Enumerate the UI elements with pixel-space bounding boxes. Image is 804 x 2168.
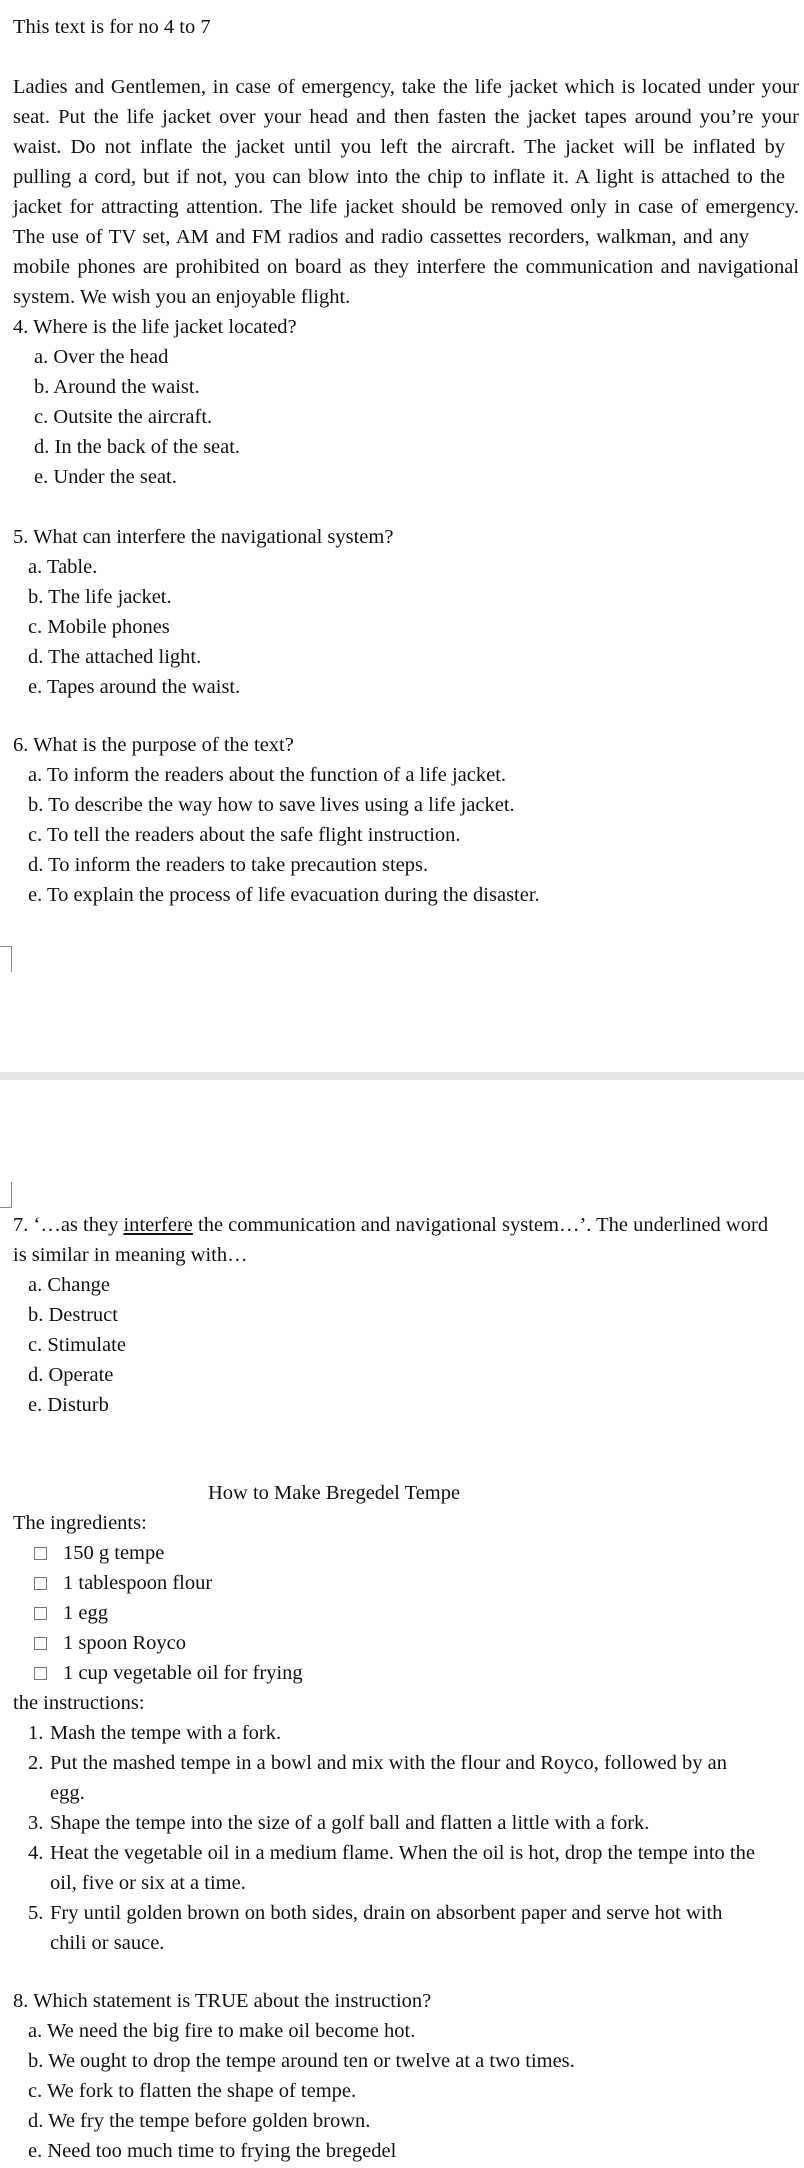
- q6-option-a: a. To inform the readers about the function of a life jacket.: [28, 764, 507, 786]
- recipe-title: How to Make Bregedel Tempe: [208, 1482, 461, 1504]
- q5-option-b: b. The life jacket.: [28, 586, 172, 608]
- q8-option-d: d. We fry the tempe before golden brown.: [28, 2110, 371, 2132]
- q7-option-e: e. Disturb: [28, 1394, 109, 1416]
- q5-option-d: d. The attached light.: [28, 646, 202, 668]
- step-text: Shape the tempe into the size of a golf ball and flatten a little with a fork.: [50, 1812, 650, 1834]
- q7-underlined-word: interfere: [123, 1214, 193, 1236]
- q7-option-d: d. Operate: [28, 1364, 114, 1386]
- step-text: Heat the vegetable oil in a medium flame. When the oil is hot, drop the tempe into the: [50, 1842, 755, 1864]
- q8-option-e: e. Need too much time to frying the bregedel: [28, 2140, 397, 2162]
- question-5: 5. What can interfere the navigational system?: [13, 526, 394, 548]
- q4-option-e: e. Under the seat.: [34, 466, 177, 488]
- step-number: 1.: [28, 1722, 44, 1744]
- step-text: Fry until golden brown on both sides, drain on absorbent paper and serve hot with: [50, 1902, 723, 1924]
- checkbox-icon: [34, 1637, 47, 1650]
- step-text: egg.: [50, 1782, 85, 1804]
- passage-line: waist. Do not inflate the jacket until you left the aircraft. The jacket will be inflated by: [13, 136, 785, 158]
- passage-line: pulling a cord, but if not, you can blow into the chip to inflate it. A light is attached to the: [13, 166, 785, 188]
- ingredient-item: 1 egg: [34, 1598, 108, 1628]
- q4-option-c: c. Outsite the aircraft.: [34, 406, 213, 428]
- q8-option-a: a. We need the big fire to make oil become hot.: [28, 2020, 416, 2042]
- passage-line: Ladies and Gentlemen, in case of emergency, take the life jacket which is located under your: [13, 76, 799, 98]
- q8-option-c: c. We fork to flatten the shape of tempe.: [28, 2080, 357, 2102]
- passage-line: The use of TV set, AM and FM radios and radio cassettes recorders, walkman, and any: [13, 226, 749, 248]
- ingredient-item: 150 g tempe: [34, 1538, 164, 1568]
- checkbox-icon: [34, 1577, 47, 1590]
- step-text: oil, five or six at a time.: [50, 1872, 246, 1894]
- question-4: 4. Where is the life jacket located?: [13, 316, 297, 338]
- passage-line: jacket for attracting attention. The life jacket should be removed only in case of emergency.: [13, 196, 799, 218]
- step-number: 5.: [28, 1902, 44, 1924]
- step-text: Mash the tempe with a fork.: [50, 1722, 282, 1744]
- q7-text-after: the communication and navigational system…’. The underlined word: [192, 1214, 769, 1236]
- passage-line: system. We wish you an enjoyable flight.: [13, 286, 351, 308]
- q4-option-d: d. In the back of the seat.: [34, 436, 241, 458]
- q5-option-e: e. Tapes around the waist.: [28, 676, 241, 698]
- checkbox-icon: [34, 1547, 47, 1560]
- question-7-line-2: is similar in meaning with…: [13, 1244, 248, 1266]
- q8-option-b: b. We ought to drop the tempe around ten or twelve at a two times.: [28, 2050, 575, 2072]
- q7-option-a: a. Change: [28, 1274, 110, 1296]
- step-text: Put the mashed tempe in a bowl and mix with the flour and Royco, followed by an: [50, 1752, 727, 1774]
- ingredient-item: 1 tablespoon flour: [34, 1568, 212, 1598]
- question-8: 8. Which statement is TRUE about the instruction?: [13, 1990, 432, 2012]
- q5-option-c: c. Mobile phones: [28, 616, 170, 638]
- passage-heading: This text is for no 4 to 7: [13, 16, 211, 38]
- step-number: 3.: [28, 1812, 44, 1834]
- q7-option-c: c. Stimulate: [28, 1334, 126, 1356]
- step-number: 4.: [28, 1842, 44, 1864]
- q5-option-a: a. Table.: [28, 556, 98, 578]
- page-margin-mark: [0, 946, 12, 972]
- ingredients-label: The ingredients:: [13, 1512, 147, 1534]
- step-text: chili or sauce.: [50, 1932, 165, 1954]
- question-6: 6. What is the purpose of the text?: [13, 734, 294, 756]
- q4-option-b: b. Around the waist.: [34, 376, 200, 398]
- step-number: 2.: [28, 1752, 44, 1774]
- instructions-label: the instructions:: [13, 1692, 145, 1714]
- q6-option-b: b. To describe the way how to save lives using a life jacket.: [28, 794, 515, 816]
- q6-option-e: e. To explain the process of life evacuation during the disaster.: [28, 884, 540, 906]
- q7-option-b: b. Destruct: [28, 1304, 118, 1326]
- ingredient-item: 1 cup vegetable oil for frying: [34, 1658, 303, 1688]
- page-gap: [0, 1072, 804, 1080]
- q4-option-a: a. Over the head: [34, 346, 169, 368]
- passage-line: seat. Put the life jacket over your head and then fasten the jacket tapes around you’re your: [13, 106, 799, 128]
- checkbox-icon: [34, 1667, 47, 1680]
- page-margin-mark: [0, 1182, 12, 1208]
- q6-option-d: d. To inform the readers to take precaution steps.: [28, 854, 429, 876]
- ingredient-item: 1 spoon Royco: [34, 1628, 186, 1658]
- checkbox-icon: [34, 1607, 47, 1620]
- passage-line: mobile phones are prohibited on board as they interfere the communication and navigational: [13, 256, 799, 278]
- q6-option-c: c. To tell the readers about the safe flight instruction.: [28, 824, 461, 846]
- q7-text-before: 7. ‘…as they: [13, 1214, 124, 1236]
- question-7: [13, 1210, 768, 1240]
